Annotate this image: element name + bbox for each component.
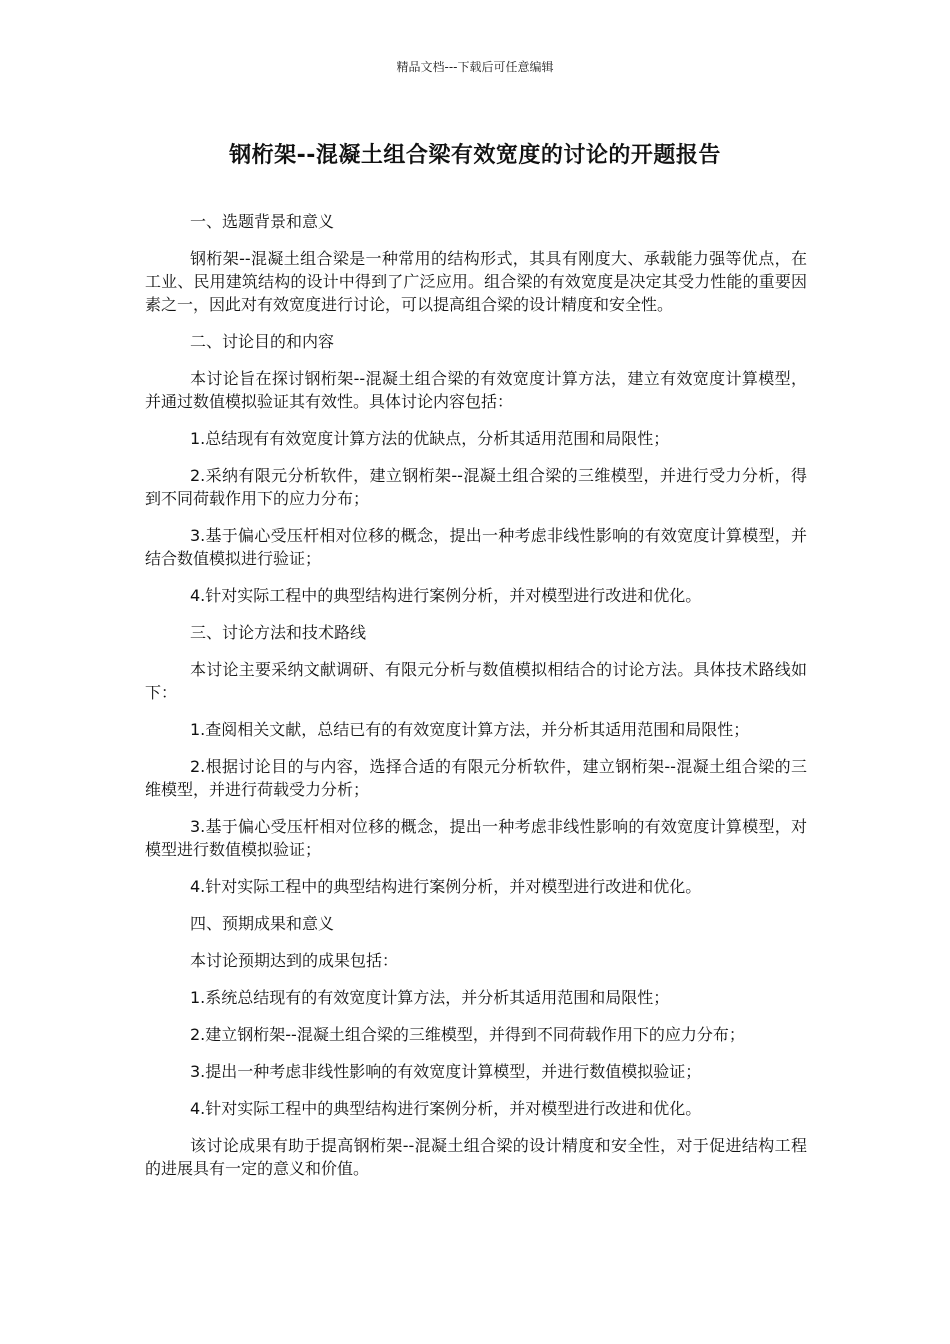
list-item: 3.基于偏心受压杆相对位移的概念，提出一种考虑非线性影响的有效宽度计算模型，对模型进行数值模拟验证； [145, 817, 807, 859]
section-heading-method: 三、讨论方法和技术路线 [190, 623, 367, 642]
paragraph-outcomes-intro: 本讨论预期达到的成果包括： [190, 951, 399, 970]
section-heading-outcomes: 四、预期成果和意义 [190, 914, 335, 933]
list-item: 3.提出一种考虑非线性影响的有效宽度计算模型，并进行数值模拟验证； [190, 1062, 702, 1081]
page-header: 精品文档---下载后可任意编辑 [396, 60, 554, 74]
list-item: 4.针对实际工程中的典型结构进行案例分析，并对模型进行改进和优化。 [190, 1099, 702, 1118]
paragraph-conclusion: 该讨论成果有助于提高钢桁架--混凝土组合梁的设计精度和安全性，对于促进结构工程的进展具有一定的意义和价值。 [145, 1136, 807, 1178]
paragraph-background: 钢桁架--混凝土组合梁是一种常用的结构形式，其具有刚度大、承载能力强等优点，在工业、民用建筑结构的设计中得到了广泛应用。组合梁的有效宽度是决定其受力性能的重要因素之一，因此对有效宽度进行讨论，可以提高组合梁的设计精度和安全性。 [145, 249, 807, 314]
paragraph-method-intro: 本讨论主要采纳文献调研、有限元分析与数值模拟相结合的讨论方法。具体技术路线如下： [145, 660, 807, 702]
list-item: 4.针对实际工程中的典型结构进行案例分析，并对模型进行改进和优化。 [190, 877, 702, 896]
section-heading-purpose: 二、讨论目的和内容 [190, 332, 335, 351]
list-item: 1.总结现有有效宽度计算方法的优缺点，分析其适用范围和局限性； [190, 429, 670, 448]
document-title: 钢桁架--混凝土组合梁有效宽度的讨论的开题报告 [229, 143, 721, 168]
list-item: 4.针对实际工程中的典型结构进行案例分析，并对模型进行改进和优化。 [190, 586, 702, 605]
document-body [145, 210, 807, 1194]
list-item: 3.基于偏心受压杆相对位移的概念，提出一种考虑非线性影响的有效宽度计算模型，并结合数值模拟进行验证； [145, 526, 807, 568]
paragraph-purpose-intro: 本讨论旨在探讨钢桁架--混凝土组合梁的有效宽度计算方法，建立有效宽度计算模型，并通过数值模拟验证其有效性。具体讨论内容包括： [145, 369, 807, 411]
list-item: 1.系统总结现有的有效宽度计算方法，并分析其适用范围和局限性； [190, 988, 670, 1007]
list-item: 2.建立钢桁架--混凝土组合梁的三维模型，并得到不同荷载作用下的应力分布； [190, 1025, 745, 1044]
list-item: 2.根据讨论目的与内容，选择合适的有限元分析软件，建立钢桁架--混凝土组合梁的三维模型，并进行荷载受力分析； [145, 757, 807, 799]
list-item: 1.查阅相关文献，总结已有的有效宽度计算方法，并分析其适用范围和局限性； [190, 720, 750, 739]
section-heading-background: 一、选题背景和意义 [190, 212, 335, 231]
list-item: 2.采纳有限元分析软件，建立钢桁架--混凝土组合梁的三维模型，并进行受力分析，得到不同荷载作用下的应力分布； [145, 466, 807, 508]
